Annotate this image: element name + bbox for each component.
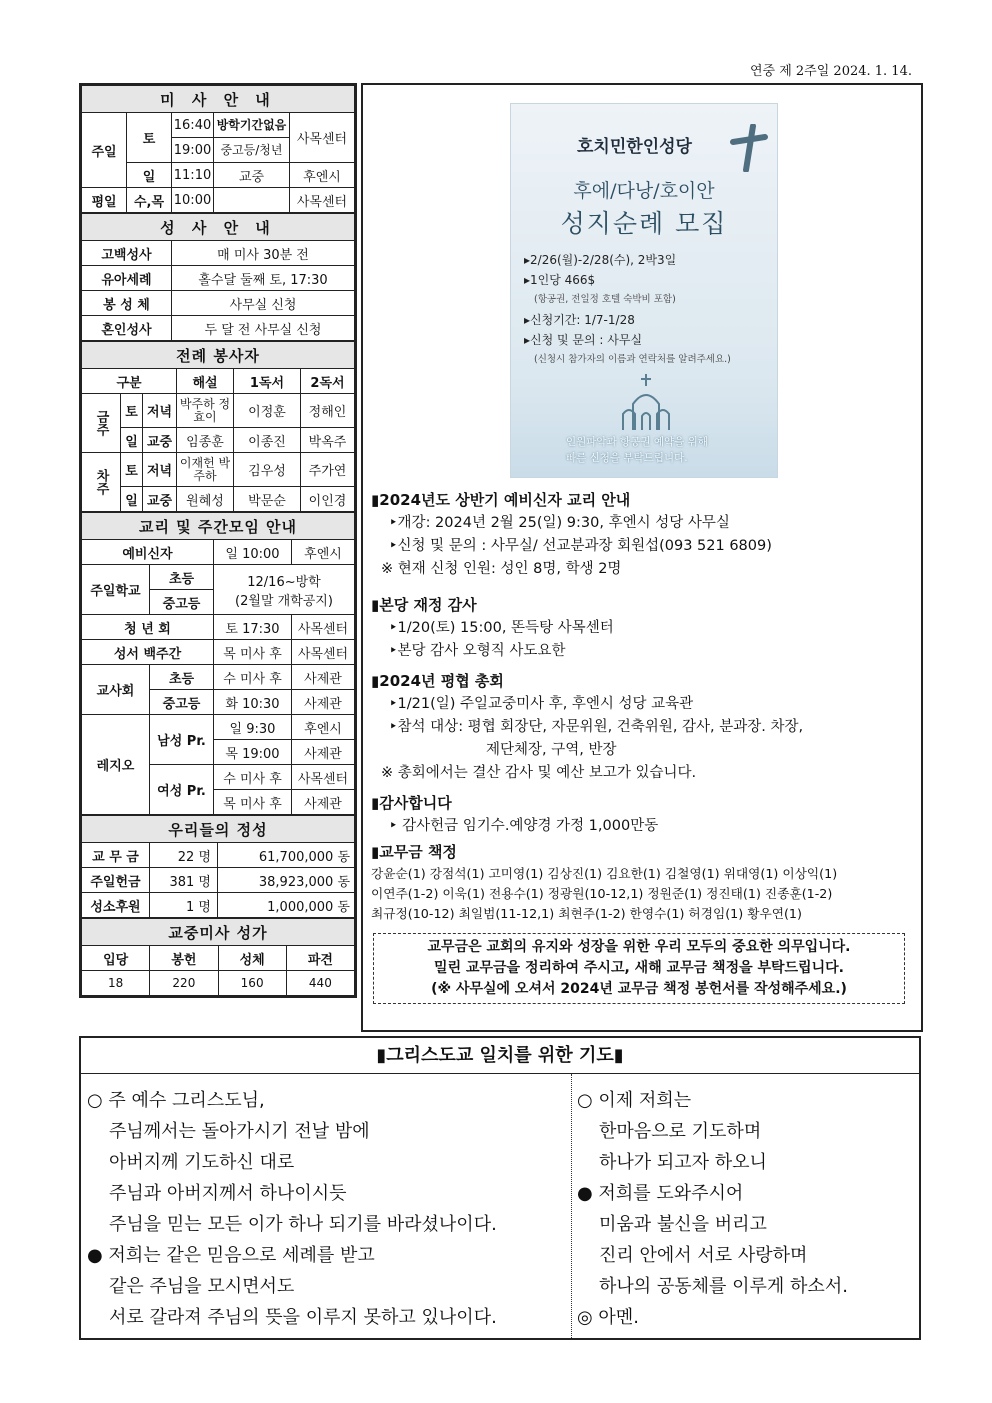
sacrament-key: 고백성사 — [82, 241, 172, 266]
teachers-elem-time: 수 미사 후 — [214, 665, 292, 690]
sun-label: 일 — [127, 163, 172, 188]
youth-time: 토 17:30 — [214, 615, 292, 640]
server-name: 이정훈 — [234, 394, 301, 428]
sacrament-value: 홀수달 둘째 토, 17:30 — [172, 266, 355, 291]
hymns-title: 교중미사 성가 — [82, 919, 355, 946]
sun-note: 교중 — [214, 163, 290, 188]
meetings-title: 교리 및 주간모임 안내 — [82, 513, 355, 540]
prayer-title: ▮그리스도교 일치를 위한 기도▮ — [81, 1038, 919, 1074]
offering-title: 우리들의 정성 — [82, 816, 355, 843]
thanks-notice — [371, 792, 911, 838]
prayer-line: 한마음으로 기도하며 — [599, 1121, 762, 1142]
bible-place: 사목센터 — [292, 640, 355, 665]
prayer-line: 주님께서는 돌아가시기 전날 밤에 — [109, 1121, 370, 1142]
servers-main: 교중 — [143, 487, 177, 512]
dues-boxed-notice — [373, 933, 905, 1004]
servers-sat: 토 — [121, 453, 143, 487]
bible-time: 목 미사 후 — [214, 640, 292, 665]
poster-footer-1: 인원파악과 항공권 예약을 위해 — [566, 436, 708, 448]
servers-table — [81, 341, 355, 512]
server-name: 임종훈 — [177, 428, 234, 453]
legio-men-label: 남성 Pr. — [150, 715, 214, 765]
sun-place: 후엔시 — [290, 163, 355, 188]
sat-place: 사목센터 — [290, 113, 355, 163]
sunday-label: 주일 — [82, 113, 127, 188]
middle-high-label: 중고등 — [150, 590, 214, 615]
prayer-line: 하나의 공동체를 이루게 하소서. — [599, 1276, 848, 1297]
offering-count: 381 명 — [150, 868, 218, 893]
notice-line: ‣신청 및 문의 : 사무실/ 선교분과장 회원섭(093 521 6809) — [389, 538, 772, 554]
legio-time: 일 9:30 — [214, 715, 292, 740]
offering-key: 교 무 금 — [82, 843, 150, 868]
offering-table — [81, 815, 355, 918]
hymn-header: 파견 — [286, 946, 354, 971]
prayer-line: 서로 갈라져 주님의 뜻을 이루지 못하고 있나이다. — [109, 1307, 497, 1328]
notice-line: ‣본당 감사 오형직 사도요한 — [389, 643, 566, 659]
wed-place: 사목센터 — [290, 188, 355, 213]
sat-note-1: 방학기간없음 — [214, 113, 290, 138]
dues-names: 이연주(1-2) 이욱(1) 전용수(1) 정광원(10-12,1) 정원준(1) 정진태(1) 진종훈(1-2) — [371, 886, 833, 901]
prayer-line: 하나가 되고자 하오니 — [599, 1152, 767, 1173]
prayer-line: 진리 안에서 서로 사랑하며 — [599, 1245, 808, 1266]
catechumen-notice — [371, 489, 911, 581]
dues-names: 최규정(10-12) 최일범(11-12,1) 최현주(1-2) 한영수(1) 허경임(1) 황우연(1) — [371, 906, 802, 921]
prayer-line: ○ 이제 저희는 — [577, 1090, 692, 1111]
poster-headline: 성지순례 모집 — [560, 209, 728, 238]
wed-time: 10:00 — [172, 188, 214, 213]
mass-table — [81, 85, 355, 213]
poster-price-note: (항공권, 전일정 호텔 숙박비 포함) — [534, 294, 676, 305]
prayer-line: 아버지께 기도하신 대로 — [109, 1152, 295, 1173]
servers-evening: 저녁 — [143, 394, 177, 428]
middle-high-label: 중고등 — [150, 690, 214, 715]
sat-label: 토 — [127, 113, 172, 163]
sacrament-key: 혼인성사 — [82, 316, 172, 341]
meetings-table — [81, 512, 355, 815]
sat-time-1: 16:40 — [172, 113, 214, 138]
servers-h-reading2: 2독서 — [301, 369, 355, 394]
catechumen-time: 일 10:00 — [214, 540, 292, 565]
legio-time: 목 미사 후 — [214, 790, 292, 815]
poster-bullet-period: ▸신청기간: 1/7-1/28 — [524, 313, 635, 327]
prayer-line: 주님을 믿는 모든 이가 하나 되기를 바라셨나이다. — [109, 1214, 497, 1235]
wed-label: 수,목 — [127, 188, 172, 213]
servers-evening: 저녁 — [143, 453, 177, 487]
prayer-line: ◎ 아멘. — [577, 1307, 639, 1328]
audit-notice — [371, 594, 911, 663]
sacraments-table — [81, 213, 355, 341]
teachers-mh-place: 사제관 — [292, 690, 355, 715]
server-name: 원혜성 — [177, 487, 234, 512]
teachers-label: 교사회 — [82, 665, 150, 715]
teachers-elem-place: 사제관 — [292, 665, 355, 690]
sunday-school-label: 주일학교 — [82, 565, 150, 615]
pilgrimage-poster — [510, 103, 778, 478]
section-title: ▮감사합니다 — [371, 794, 452, 812]
notice-line: ‣참석 대상: 평협 회장단, 자문위원, 건축위원, 감사, 분과장. 차장, — [389, 719, 804, 735]
section-title: ▮2024년 평협 총회 — [371, 672, 504, 690]
legio-place: 사제관 — [292, 790, 355, 815]
sacrament-key: 유아세례 — [82, 266, 172, 291]
notice-line: ※ 현재 신청 인원: 성인 8명, 학생 2명 — [381, 561, 622, 577]
sacrament-key: 봉 성 체 — [82, 291, 172, 316]
hymn-number: 220 — [150, 971, 218, 996]
sacrament-value: 매 미사 30분 전 — [172, 241, 355, 266]
sat-time-2: 19:00 — [172, 138, 214, 163]
sunday-school-note-2: (2월말 개학공지) — [235, 593, 333, 609]
server-name: 박문순 — [234, 487, 301, 512]
offering-count: 1 명 — [150, 893, 218, 918]
legio-place: 사목센터 — [292, 765, 355, 790]
sacrament-value: 두 달 전 사무실 신청 — [172, 316, 355, 341]
servers-h-reading1: 1독서 — [234, 369, 301, 394]
prayer-line: ● 저희는 같은 믿음으로 세례를 받고 — [87, 1245, 375, 1266]
prayer-left-column — [87, 1085, 567, 1333]
dues-names: 강윤순(1) 강점석(1) 고미영(1) 김상진(1) 김요한(1) 김철영(1) 위대영(1) 이상익(1) — [371, 866, 838, 881]
prayer-right-column — [577, 1085, 915, 1333]
elementary-label: 초등 — [150, 565, 214, 590]
teachers-mh-time: 화 10:30 — [214, 690, 292, 715]
next-week-label: 차주 — [82, 453, 121, 512]
unity-prayer-box — [79, 1036, 921, 1340]
bible-label: 성서 백주간 — [82, 640, 214, 665]
church-name: 호치민한인성당 — [577, 137, 692, 157]
hymns-table — [81, 918, 355, 996]
left-info-column — [79, 83, 357, 998]
section-title: ▮본당 재정 감사 — [371, 596, 477, 614]
server-name: 박주하 정효이 — [177, 394, 234, 428]
notice-line: ‣개강: 2024년 2월 25(일) 9:30, 후엔시 성당 사무실 — [389, 515, 730, 531]
elementary-label: 초등 — [150, 665, 214, 690]
poster-bullet-contact: ▸신청 및 문의 : 사무실 — [524, 333, 643, 347]
prayer-line: ● 저희를 도와주시어 — [577, 1183, 744, 1204]
right-news-column — [361, 83, 923, 1032]
hymn-number: 18 — [82, 971, 150, 996]
youth-label: 청 년 회 — [82, 615, 214, 640]
notice-line: ‣1/20(토) 15:00, 똔득탕 사목센터 — [389, 620, 614, 636]
sacraments-title: 성 사 안 내 — [82, 214, 355, 241]
server-name: 박옥주 — [301, 428, 355, 453]
sunday-school-note-1: 12/16~방학 — [247, 574, 321, 590]
server-name: 주가연 — [301, 453, 355, 487]
sun-time: 11:10 — [172, 163, 214, 188]
hymn-number: 160 — [218, 971, 286, 996]
hymn-header: 성체 — [218, 946, 286, 971]
server-name: 이종진 — [234, 428, 301, 453]
weekday-label: 평일 — [82, 188, 127, 213]
catechumen-place: 후엔시 — [292, 540, 355, 565]
youth-place: 사목센터 — [292, 615, 355, 640]
prayer-line: 같은 주님을 모시면서도 — [109, 1276, 295, 1297]
dues-notice — [371, 841, 911, 924]
prayer-line: 미움과 불신을 버리고 — [599, 1214, 767, 1235]
servers-sun: 일 — [121, 428, 143, 453]
date-line: 연중 제 2주일 2024. 1. 14. — [749, 64, 912, 79]
legio-women-label: 여성 Pr. — [150, 765, 214, 815]
section-title: ▮2024년도 상반기 예비신자 교리 안내 — [371, 491, 631, 509]
servers-title: 전례 봉사자 — [82, 342, 355, 369]
servers-sat: 토 — [121, 394, 143, 428]
servers-main: 교중 — [143, 428, 177, 453]
hymn-header: 입당 — [82, 946, 150, 971]
notice-line: ‣ 감사헌금 임기수.예양경 가정 1,000만동 — [389, 818, 659, 834]
prayer-line: ○ 주 예수 그리스도님, — [87, 1090, 265, 1111]
hymn-number: 440 — [286, 971, 354, 996]
notice-line: ※ 총회에서는 결산 감사 및 예산 보고가 있습니다. — [381, 765, 697, 781]
notice-text: (※ 사무실에 오셔서 2024년 교무금 책정 봉헌서를 작성해주세요.) — [431, 981, 847, 997]
poster-route: 후에/다낭/호이안 — [573, 180, 715, 202]
mass-title: 미 사 안 내 — [82, 86, 355, 113]
notice-text: 교무금은 교회의 유지와 성장을 위한 우리 모두의 중요한 의무입니다. — [427, 939, 851, 955]
server-name: 이인경 — [301, 487, 355, 512]
offering-key: 주일헌금 — [82, 868, 150, 893]
offering-amount: 61,700,000 동 — [218, 843, 355, 868]
servers-sun: 일 — [121, 487, 143, 512]
legio-place: 사제관 — [292, 740, 355, 765]
notice-line: ‣1/21(일) 주일교중미사 후, 후엔시 성당 교육관 — [389, 696, 694, 712]
notice-line: 제단체장, 구역, 반장 — [486, 742, 617, 758]
offering-amount: 38,923,000 동 — [218, 868, 355, 893]
poster-footer-2: 빠른 신청을 부탁드립니다. — [566, 452, 688, 464]
server-name: 김우성 — [234, 453, 301, 487]
hymn-header: 봉헌 — [150, 946, 218, 971]
legio-place: 후엔시 — [292, 715, 355, 740]
this-week-label: 금주 — [82, 394, 121, 453]
church-building-icon — [621, 372, 671, 432]
servers-h-comment: 해설 — [177, 369, 234, 394]
offering-key: 성소후원 — [82, 893, 150, 918]
notice-text: 밀린 교무금을 정리하여 주시고, 새해 교무금 책정을 부탁드립니다. — [434, 960, 844, 976]
legio-time: 목 19:00 — [214, 740, 292, 765]
legio-label: 레지오 — [82, 715, 150, 815]
server-name: 이재헌 박주하 — [177, 453, 234, 487]
sat-note-2: 중고등/청년 — [214, 138, 290, 163]
offering-count: 22 명 — [150, 843, 218, 868]
cross-icon — [729, 124, 769, 172]
sacrament-value: 사무실 신청 — [172, 291, 355, 316]
poster-bullet-dates: ▸2/26(월)-2/28(수), 2박3일 — [524, 253, 677, 267]
prayer-line: 주님과 아버지께서 하나이시듯 — [109, 1183, 347, 1204]
legio-time: 수 미사 후 — [214, 765, 292, 790]
offering-amount: 1,000,000 동 — [218, 893, 355, 918]
council-notice — [371, 670, 911, 785]
servers-h-gubun: 구분 — [82, 369, 177, 394]
catechumen-label: 예비신자 — [82, 540, 214, 565]
poster-contact-note: (신청시 참가자의 이름과 연락처를 알려주세요.) — [534, 354, 731, 365]
server-name: 정해인 — [301, 394, 355, 428]
poster-bullet-price: ▸1인당 466$ — [524, 273, 596, 287]
section-title: ▮교무금 책정 — [371, 843, 457, 861]
